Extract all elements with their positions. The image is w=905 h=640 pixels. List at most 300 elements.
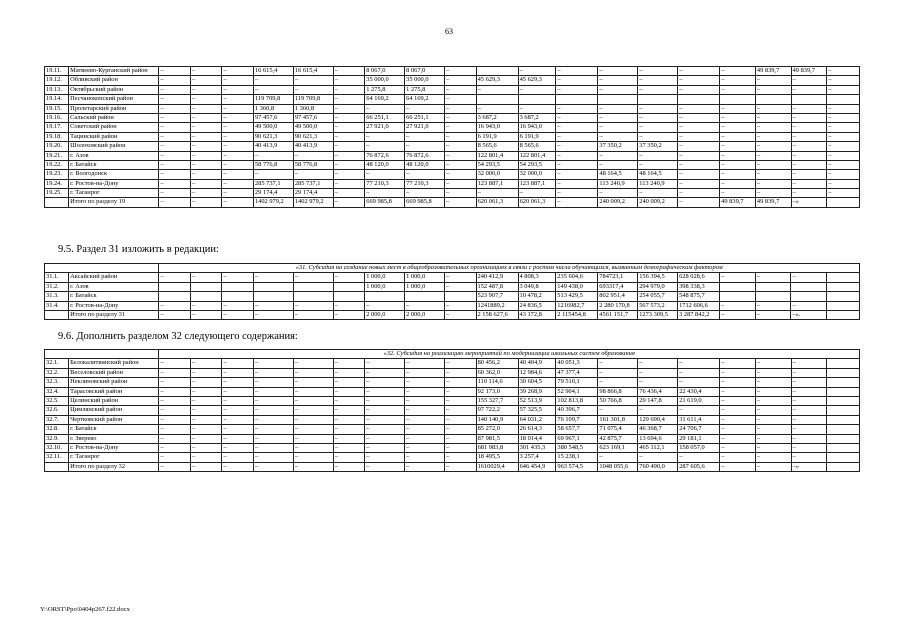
value-cell: 29 181,1 (678, 434, 720, 443)
row-name-cell: Итого по разделу 32 (69, 462, 159, 471)
value-cell: – (638, 123, 678, 132)
value-cell: – (445, 104, 477, 113)
value-cell: 30 604,5 (518, 378, 556, 387)
value-cell: 2 000,0 (405, 310, 445, 319)
row-number-cell: 32.4. (45, 387, 69, 396)
table-row (45, 415, 860, 424)
value-cell: 1712 606,6 (678, 301, 720, 310)
value-cell: – (293, 462, 333, 471)
row-name-cell: Тацинский район (69, 132, 159, 141)
value-cell: 235 604,6 (556, 273, 598, 282)
value-cell: – (791, 453, 827, 462)
row-name-cell: Неклиновский район (69, 378, 159, 387)
value-cell (638, 95, 678, 104)
value-cell: 58 657,7 (556, 425, 598, 434)
value-cell: 119 709,8 (293, 95, 333, 104)
row-number-cell: 19.12. (45, 76, 69, 85)
value-cell: – (405, 396, 445, 405)
value-cell: – (365, 189, 405, 198)
row-name-cell: Шолоховский район (69, 142, 159, 151)
value-cell: 40 051,3 (556, 359, 598, 368)
value-cell: 18 014,4 (518, 434, 556, 443)
value-cell: 693317,4 (598, 282, 638, 291)
value-cell: 29 174,4 (293, 189, 333, 198)
value-cell: 80 456,2 (476, 359, 518, 368)
value-cell: 254 055,7 (638, 292, 678, 301)
value-cell: – (222, 310, 254, 319)
value-cell: – (445, 396, 477, 405)
value-cell: – (791, 160, 827, 169)
value-cell: 43 172,8 (518, 310, 556, 319)
value-cell (598, 95, 638, 104)
row-name-cell: Октябрьский район (69, 85, 159, 94)
value-cell: – (827, 170, 860, 179)
value-cell: 37 350,2 (598, 142, 638, 151)
value-cell: – (405, 443, 445, 452)
table-row (45, 443, 860, 452)
value-cell: – (253, 301, 293, 310)
value-cell: 681 983,8 (476, 443, 518, 452)
row-name-cell: Аксайский район (69, 273, 159, 282)
value-cell: – (405, 387, 445, 396)
value-cell: – (222, 160, 254, 169)
value-cell: 76 872,6 (365, 151, 405, 160)
row-number-cell: 32.7. (45, 415, 69, 424)
row-number-cell: 32.10. (45, 443, 69, 452)
value-cell: 97 722,2 (476, 406, 518, 415)
value-cell: – (159, 425, 191, 434)
value-cell: 76 872,6 (405, 151, 445, 160)
value-cell: – (445, 160, 477, 169)
value-cell: 1402 979,2 (293, 198, 333, 207)
value-cell: 21 619,0 (678, 396, 720, 405)
value-cell: – (333, 443, 365, 452)
value-cell: – (720, 301, 756, 310)
value-cell: – (222, 368, 254, 377)
value-cell: 3 687,2 (476, 113, 518, 122)
row-name-cell: Советский район (69, 123, 159, 132)
value-cell: – (365, 396, 405, 405)
value-cell: – (720, 113, 756, 122)
value-cell: – (159, 76, 191, 85)
value-cell: 3 687,2 (518, 113, 556, 122)
value-cell: 97 457,6 (253, 113, 293, 122)
value-cell: – (598, 160, 638, 169)
value-cell: 113 240,9 (598, 179, 638, 188)
value-cell: – (333, 368, 365, 377)
value-cell: – (222, 387, 254, 396)
value-cell: – (159, 443, 191, 452)
value-cell: – (222, 95, 254, 104)
value-cell: – (293, 151, 333, 160)
row-number-cell (45, 462, 69, 471)
value-cell: – (333, 76, 365, 85)
value-cell: – (638, 85, 678, 94)
value-cell: – (333, 198, 365, 207)
value-cell: – (598, 189, 638, 198)
value-cell: 49 839,7 (755, 198, 791, 207)
row-number-cell: 32.2. (45, 368, 69, 377)
value-cell: – (333, 359, 365, 368)
row-name-cell: Белокалитвинский район (69, 359, 159, 368)
value-cell (827, 462, 860, 471)
value-cell: 669 985,8 (365, 198, 405, 207)
section-header: «32. Субсидия на реализацию мероприятий по модернизации школьных систем образования (159, 350, 860, 359)
value-cell: – (476, 104, 518, 113)
value-cell: 2 000,0 (365, 310, 405, 319)
value-cell: – (222, 198, 254, 207)
value-cell: – (791, 132, 827, 141)
value-cell: 161 301,8 (598, 415, 638, 424)
value-cell: 784723,1 (598, 273, 638, 282)
value-cell: – (190, 425, 222, 434)
value-cell: – (755, 462, 791, 471)
value-cell: – (190, 170, 222, 179)
value-cell: – (159, 142, 191, 151)
row-number-cell: 19.23. (45, 170, 69, 179)
value-cell: – (253, 378, 293, 387)
table-section-31 (44, 263, 860, 320)
value-cell: 129 690,4 (638, 415, 678, 424)
value-cell: 54 293,5 (476, 160, 518, 169)
value-cell: – (253, 396, 293, 405)
value-cell: – (222, 113, 254, 122)
value-cell: 4 808,3 (518, 273, 556, 282)
value-cell: – (222, 132, 254, 141)
value-cell: 40 404,9 (518, 359, 556, 368)
value-cell: 22 430,4 (678, 387, 720, 396)
value-cell: – (476, 189, 518, 198)
row-number-cell: 32.5. (45, 396, 69, 405)
value-cell: – (405, 189, 445, 198)
section-header: «31. Субсидия на создание новых мест в общеобразовательных организациях в связи с ростом числа обучающихся, вызванным демографическим фактором (159, 264, 860, 273)
row-name-cell: Итого по разделу 19 (69, 198, 159, 207)
value-cell: – (222, 301, 254, 310)
row-name-cell: г. Батайск (69, 425, 159, 434)
value-cell: – (333, 142, 365, 151)
value-cell: – (556, 113, 598, 122)
value-cell: – (556, 170, 598, 179)
value-cell: – (190, 406, 222, 415)
value-cell: – (365, 406, 405, 415)
value-cell: – (827, 123, 860, 132)
value-cell: 548 875,7 (678, 292, 720, 301)
value-cell: – (598, 123, 638, 132)
value-cell: – (445, 189, 477, 198)
value-cell: – (720, 142, 756, 151)
table-row (45, 76, 860, 85)
value-cell: 8 067,0 (365, 67, 405, 76)
value-cell: – (445, 85, 477, 94)
table-row (45, 368, 860, 377)
value-cell: – (678, 359, 720, 368)
value-cell: 465 112,1 (638, 443, 678, 452)
value-cell: 102 813,8 (556, 396, 598, 405)
value-cell: 2 280 170,8 (598, 301, 638, 310)
value-cell: – (827, 160, 860, 169)
value-cell (222, 292, 254, 301)
value-cell: – (222, 189, 254, 198)
value-cell: – (190, 95, 222, 104)
value-cell: – (159, 310, 191, 319)
value-cell: – (365, 434, 405, 443)
value-cell: – (405, 104, 445, 113)
value-cell: 6 191,9 (476, 132, 518, 141)
row-number-cell: 31.3. (45, 292, 69, 301)
value-cell (333, 282, 365, 291)
value-cell: 16 943,0 (476, 123, 518, 132)
table-row (45, 453, 860, 462)
value-cell: – (827, 67, 860, 76)
value-cell: – (445, 113, 477, 122)
row-name-cell: Пролетарский район (69, 104, 159, 113)
value-cell: – (222, 425, 254, 434)
value-cell: – (720, 160, 756, 169)
value-cell: – (720, 425, 756, 434)
value-cell: 669 985,8 (405, 198, 445, 207)
value-cell: 6 191,9 (518, 132, 556, 141)
value-cell: – (222, 85, 254, 94)
value-cell: 48 164,5 (638, 170, 678, 179)
value-cell: – (518, 85, 556, 94)
value-cell (159, 282, 191, 291)
value-cell (827, 310, 860, 319)
row-name-cell: г. Азов (69, 151, 159, 160)
value-cell: – (638, 151, 678, 160)
value-cell: 97 457,6 (293, 113, 333, 122)
value-cell (791, 95, 827, 104)
value-cell: – (293, 170, 333, 179)
value-cell: 380 548,5 (556, 443, 598, 452)
value-cell: – (827, 76, 860, 85)
value-cell (755, 292, 791, 301)
value-cell: 156 394,5 (638, 273, 678, 282)
value-cell: – (556, 76, 598, 85)
value-cell: – (755, 179, 791, 188)
value-cell: – (222, 179, 254, 188)
value-cell: 50 766,8 (598, 396, 638, 405)
table-row (45, 142, 860, 151)
value-cell: – (253, 170, 293, 179)
value-cell (827, 292, 860, 301)
value-cell (333, 292, 365, 301)
value-cell: 1610029,4 (476, 462, 518, 471)
table-row (45, 406, 860, 415)
value-cell: – (159, 301, 191, 310)
value-cell: – (253, 85, 293, 94)
value-cell (253, 292, 293, 301)
value-cell: – (293, 359, 333, 368)
value-cell: – (598, 151, 638, 160)
value-cell: – (222, 142, 254, 151)
row-number-cell: 32.1. (45, 359, 69, 368)
value-cell: – (556, 132, 598, 141)
value-cell: 32 000,0 (518, 170, 556, 179)
value-cell: – (333, 160, 365, 169)
value-cell: – (253, 415, 293, 424)
value-cell: – (159, 198, 191, 207)
value-cell: 1 360,8 (253, 104, 293, 113)
value-cell: – (755, 76, 791, 85)
value-cell: – (159, 160, 191, 169)
table-section-19 (44, 66, 860, 208)
value-cell: – (405, 378, 445, 387)
value-cell: – (827, 132, 860, 141)
value-cell: – (190, 434, 222, 443)
table-row (45, 396, 860, 405)
row-number-cell: 19.20. (45, 142, 69, 151)
value-cell: – (293, 434, 333, 443)
value-cell: 240 009,2 (638, 198, 678, 207)
value-cell: 40 413,9 (253, 142, 293, 151)
value-cell: 64 169,2 (405, 95, 445, 104)
value-cell: 1241889,2 (476, 301, 518, 310)
table-row (45, 310, 860, 319)
value-cell: 27 921,0 (365, 123, 405, 132)
row-name-cell: г. Ростов-на-Дону (69, 301, 159, 310)
value-cell: – (365, 170, 405, 179)
value-cell: – (445, 443, 477, 452)
value-cell: – (556, 179, 598, 188)
value-cell: – (222, 443, 254, 452)
value-cell: – (720, 462, 756, 471)
value-cell: 567 573,2 (638, 301, 678, 310)
value-cell: – (365, 462, 405, 471)
value-cell: 39 268,9 (518, 387, 556, 396)
value-cell: – (159, 170, 191, 179)
value-cell: 119 709,8 (253, 95, 293, 104)
value-cell: 46 368,7 (638, 425, 678, 434)
value-cell: 29 174,4 (253, 189, 293, 198)
value-cell: 76 109,7 (556, 415, 598, 424)
value-cell: 49 839,7 (720, 198, 756, 207)
value-cell: 301 435,3 (518, 443, 556, 452)
value-cell: 12 984,6 (518, 368, 556, 377)
value-cell: 40 413,9 (293, 142, 333, 151)
value-cell (827, 406, 860, 415)
value-cell: – (159, 151, 191, 160)
value-cell: – (333, 301, 365, 310)
value-cell: 1273 309,5 (638, 310, 678, 319)
value-cell: 287 605,6 (678, 462, 720, 471)
value-cell (518, 95, 556, 104)
value-cell: – (333, 434, 365, 443)
value-cell: – (678, 113, 720, 122)
value-cell: 628 028,6 (678, 273, 720, 282)
row-name-cell: Матвеево-Курганский район (69, 67, 159, 76)
value-cell: – (222, 434, 254, 443)
value-cell: – (445, 368, 477, 377)
value-cell: – (791, 113, 827, 122)
value-cell: – (755, 425, 791, 434)
row-number-cell (45, 198, 69, 207)
value-cell: – (598, 132, 638, 141)
value-cell: 60 362,0 (476, 368, 518, 377)
value-cell: – (190, 151, 222, 160)
value-cell: – (405, 301, 445, 310)
table-row (45, 301, 860, 310)
value-cell: 47 377,4 (556, 368, 598, 377)
table-row (45, 198, 860, 207)
value-cell: 3 257,4 (518, 453, 556, 462)
row-name-cell: Чертковский район (69, 415, 159, 424)
value-cell: – (190, 368, 222, 377)
table-row (45, 359, 860, 368)
value-cell (827, 359, 860, 368)
value-cell: – (365, 387, 405, 396)
value-cell: – (365, 368, 405, 377)
row-number-cell: 19.17. (45, 123, 69, 132)
value-cell: – (720, 273, 756, 282)
value-cell (678, 95, 720, 104)
value-cell: – (159, 85, 191, 94)
value-cell: – (159, 462, 191, 471)
value-cell: – (755, 396, 791, 405)
value-cell: 35 000,0 (365, 76, 405, 85)
value-cell: – (720, 85, 756, 94)
row-number-cell: 19.13. (45, 85, 69, 94)
value-cell: – (720, 170, 756, 179)
value-cell (827, 453, 860, 462)
value-cell: – (678, 170, 720, 179)
value-cell: – (678, 198, 720, 207)
table-row (45, 170, 860, 179)
value-cell: – (159, 95, 191, 104)
value-cell: – (638, 132, 678, 141)
value-cell: – (638, 160, 678, 169)
value-cell: – (405, 425, 445, 434)
value-cell: – (190, 359, 222, 368)
value-cell: – (333, 170, 365, 179)
value-cell: – (222, 462, 254, 471)
value-cell: – (678, 160, 720, 169)
value-cell (827, 378, 860, 387)
value-cell: – (222, 76, 254, 85)
value-cell: – (365, 378, 405, 387)
value-cell: – (365, 104, 405, 113)
row-number-cell: 31.1. (45, 273, 69, 282)
value-cell: – (755, 104, 791, 113)
section-header-row (45, 264, 860, 273)
value-cell: – (598, 113, 638, 122)
value-cell: 1 000,0 (405, 282, 445, 291)
value-cell (827, 273, 860, 282)
value-cell: – (293, 85, 333, 94)
value-cell: – (791, 387, 827, 396)
value-cell: 66 251,1 (405, 113, 445, 122)
table-section-32 (44, 349, 860, 472)
value-cell: – (333, 151, 365, 160)
value-cell: 52 513,9 (518, 396, 556, 405)
value-cell: – (190, 179, 222, 188)
value-cell: 158 057,0 (678, 443, 720, 452)
value-cell (190, 282, 222, 291)
value-cell: – (720, 396, 756, 405)
value-cell: – (556, 160, 598, 169)
table-row (45, 189, 860, 198)
value-cell: – (253, 406, 293, 415)
value-cell: – (405, 142, 445, 151)
value-cell: – (222, 104, 254, 113)
value-cell: – (253, 434, 293, 443)
value-cell: – (159, 368, 191, 377)
value-cell: – (678, 132, 720, 141)
table-row (45, 123, 860, 132)
value-cell: 24 836,5 (518, 301, 556, 310)
value-cell: 77 210,3 (405, 179, 445, 188)
value-cell: – (755, 368, 791, 377)
value-cell: – (190, 67, 222, 76)
